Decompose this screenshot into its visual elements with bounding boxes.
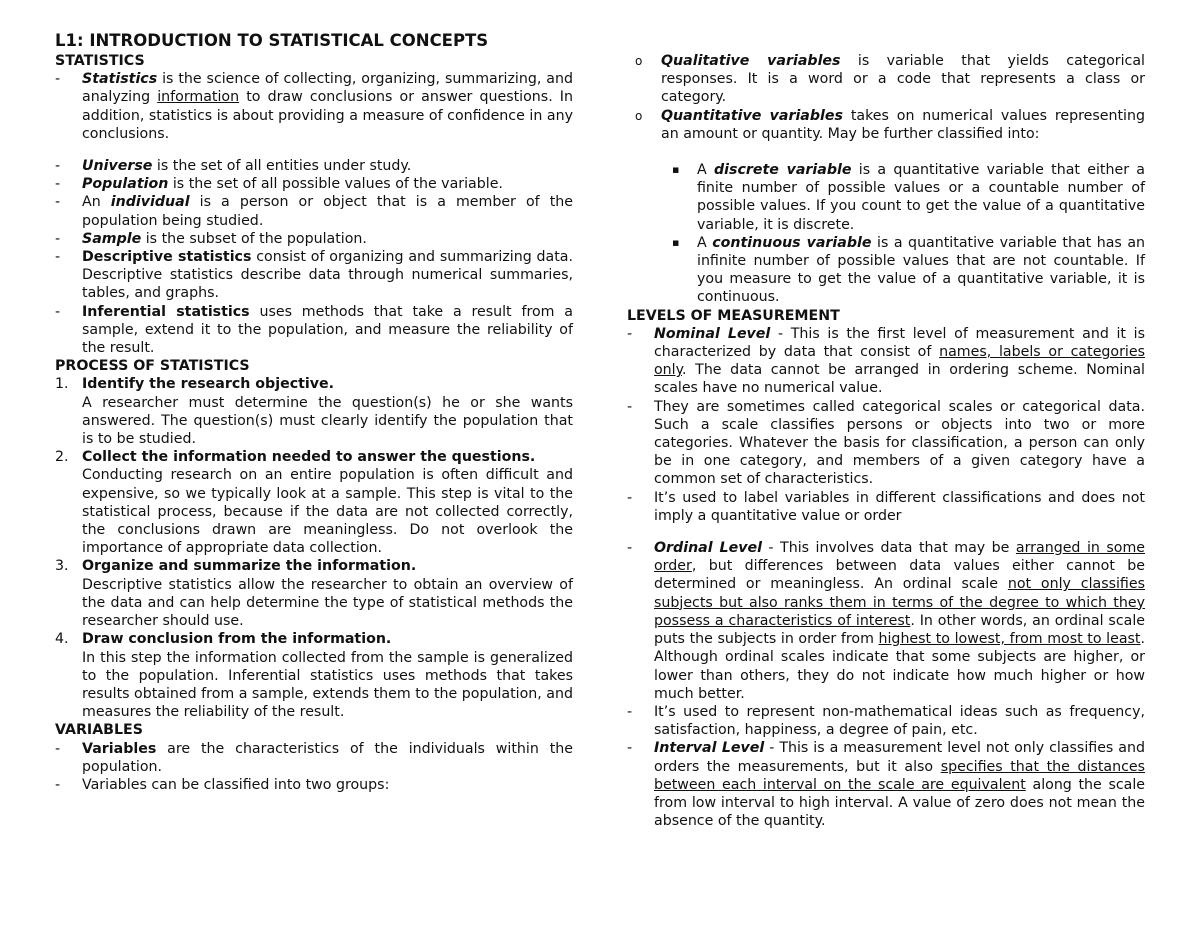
inferential-statistics-definition: - Inferential statistics uses methods that take a result from a sample, extend it to the population, and measure the reliability of the result.: [55, 303, 573, 357]
dash-bullet: -: [627, 740, 633, 757]
descriptive-statistics-definition: - Descriptive statistics consist of organizing and summarizing data. Descriptive statistics describe data through numerical summaries, tables, and graphs.: [55, 249, 573, 302]
statistics-heading: STATISTICS: [55, 53, 145, 69]
dash-bullet: -: [627, 703, 633, 720]
step-number: 1.: [55, 376, 69, 393]
step-body: A researcher must determine the question(s) he or she wants answered. The question(s) must clearly identify the population that is to be studied.: [82, 394, 573, 448]
square-bullet: ▪: [672, 235, 680, 249]
dash-bullet: -: [55, 194, 61, 211]
process-step: [55, 557, 573, 630]
step-body: Descriptive statistics allow the researcher to obtain an overview of the data and can help determine the type of statistical methods the researcher should use.: [82, 576, 573, 630]
step-number: 2.: [55, 449, 69, 466]
dash-bullet: -: [55, 249, 61, 266]
dash-bullet: -: [55, 776, 61, 793]
sample-definition: - Sample is the subset of the population.: [55, 230, 367, 247]
left-column: [55, 30, 573, 794]
nominal-categorical: - They are sometimes called categorical scales or categorical data. Such a scale classifies persons or objects into two or more categories. Whatever the basis for classification, a person can only be in one category, and members of a given category have a common set of characteristics.: [627, 398, 1145, 488]
step-number: 4.: [55, 631, 69, 648]
process-step: [55, 375, 573, 448]
step-title: Organize and summarize the information.: [82, 558, 417, 575]
variables-groups: - Variables can be classified into two groups:: [55, 776, 390, 793]
nominal-level: - Nominal Level - This is the first level of measurement and it is characterized by data that consist of names, labels or categories only. The data cannot be arranged in ordering scheme. Nominal scales have no numerical value.: [627, 325, 1145, 397]
square-bullet: ▪: [672, 163, 680, 177]
population-definition: - Population is the set of all possible values of the variable.: [55, 176, 503, 193]
process-heading: PROCESS OF STATISTICS: [55, 358, 250, 375]
statistics-definition: - Statistics is the science of collecting, organizing, summarizing, and analyzing information to draw conclusions or answer questions. In addition, statistics is about providing a measure of confidence in any conclusions.: [55, 71, 573, 142]
discrete-variable: ▪ A discrete variable is a quantitative variable that either a finite number of possible values or a countable number of possible values. If you count to get the value of a quantitative variable, it is discrete.: [672, 162, 1146, 233]
dash-bullet: -: [627, 540, 633, 557]
variables-heading: VARIABLES: [55, 722, 143, 739]
dash-bullet: -: [55, 158, 61, 175]
step-title: Identify the research objective.: [82, 376, 335, 393]
variables-definition: - Variables are the characteristics of the individuals within the population.: [55, 740, 573, 775]
levels-heading: LEVELS OF MEASUREMENT: [627, 307, 840, 324]
dash-bullet: -: [55, 176, 61, 193]
circle-bullet: o: [635, 108, 643, 123]
dash-bullet: -: [55, 71, 61, 88]
process-step: [55, 448, 573, 557]
ordinal-level: - Ordinal Level - This involves data that may be arranged in some order, but differences between data values either cannot be determined or meaningless. An ordinal scale not only classifies subjects but also ranks them in terms of the degree to which they possess a characteristics of interest. In other words, an ordinal scale puts the subjects in order from highest to lowest, from most to least. Although ordinal scales indicate that some subjects are higher, or lower than others, they do not indicate how much higher or how much better.: [627, 540, 1145, 702]
dash-bullet: -: [627, 398, 633, 415]
step-title: Draw conclusion from the information.: [82, 631, 392, 648]
step-body: Conducting research on an entire population is often difficult and expensive, so we typically look at a sample. This step is vital to the statistical process, because if the data are not collected correctly, the conclusions drawn are meaningless. Do not overlook the importance of appropriate data collection.: [82, 467, 573, 557]
ordinal-usage: - It’s used to represent non-mathematical ideas such as frequency, satisfaction, happiness, a degree of pain, etc.: [627, 703, 1145, 739]
process-step: [55, 630, 573, 721]
right-column: [627, 30, 1145, 830]
step-number: 3.: [55, 558, 69, 575]
dash-bullet: -: [627, 325, 633, 342]
step-body: In this step the information collected from the sample is generalized to the population. Inferential statistics uses methods that takes results obtained from a sample, extends them to the population, and measures the reliability of the result.: [82, 649, 573, 721]
interval-level: - Interval Level - This is a measurement level not only classifies and orders the measurements, but it also specifies that the distances between each interval on the scale are equivalent along the scale from low interval to high interval. A value of zero does not mean the absence of the quantity.: [627, 740, 1146, 830]
dash-bullet: -: [627, 489, 633, 506]
dash-bullet: -: [55, 230, 61, 247]
qualitative-variables: o Qualitative variables is variable that yields categorical responses. It is a word or a code that represents a class or category.: [635, 53, 1145, 106]
quantitative-variables: o Quantitative variables takes on numerical values representing an amount or quantity. May be further classified into:: [635, 107, 1145, 142]
nominal-usage: - It’s used to label variables in different classifications and does not imply a quantitative value or order: [627, 489, 1145, 524]
universe-definition: - Universe is the set of all entities under study.: [55, 158, 412, 175]
individual-definition: - An individual is a person or object that is a member of the population being studied.: [55, 194, 573, 229]
page-title: L1: INTRODUCTION TO STATISTICAL CONCEPTS: [55, 31, 489, 50]
circle-bullet: o: [635, 54, 643, 68]
step-title: Collect the information needed to answer the questions.: [82, 449, 536, 466]
dash-bullet: -: [55, 740, 61, 757]
dash-bullet: -: [55, 303, 61, 320]
continuous-variable: ▪ A continuous variable is a quantitative variable that has an infinite number of possible values that are not countable. If you measure to get the value of a quantitative variable, it is continuous.: [672, 234, 1146, 306]
